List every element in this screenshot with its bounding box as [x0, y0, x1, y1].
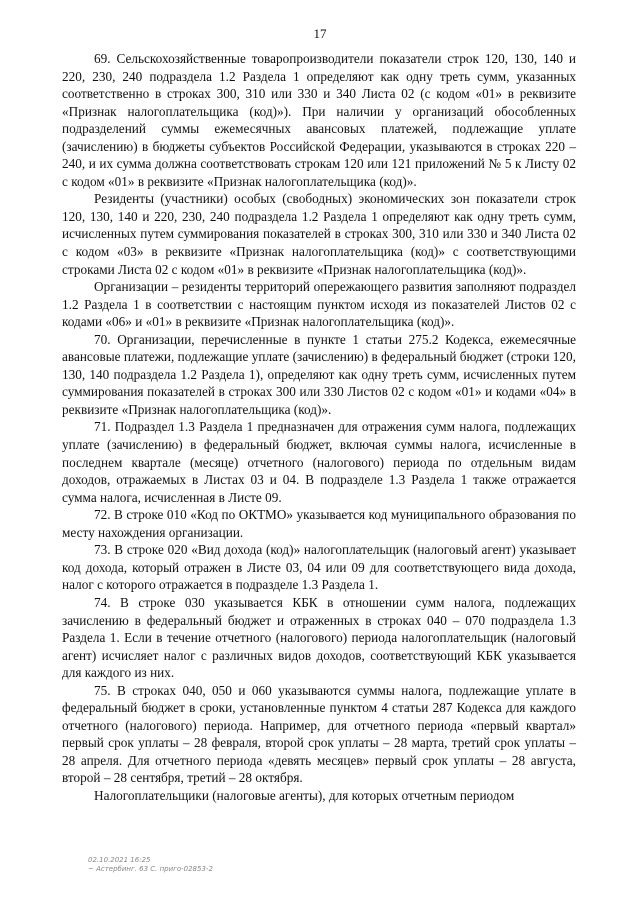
footer-stamp	[88, 856, 213, 874]
paragraph: 70. Организации, перечисленные в пункте 1 статьи 275.2 Кодекса, ежемесячные авансовые платежи, подлежащие уплате (зачислению) в федеральный бюджет (строки 120, 130, 140 подраздела 1.2 Раздела 1), определяют как одну треть сумм, исчисленных путем суммирования показателей в строках 300 или 330 Листов 02 с кодом «01» и кодами «04» в реквизите «Признак налогоплательщика (код)».	[62, 331, 576, 417]
paragraph: 69. Сельскохозяйственные товаропроизводители показатели строк 120, 130, 140 и 220, 230, 240 подраздела 1.2 Раздела 1 определяют как одну треть сумм, указанных соответственно в строках 300, 310 или 330 и 340 Листа 02 (с кодом «01» в реквизите «Признак налогоплательщика (код)»). При наличии у организаций обособленных подразделений суммы ежемесячных авансовых платежей, подлежащие уплате (зачислению) в бюджеты субъектов Российской Федерации, указываются в строках 220 – 240, и их сумма должна соответствовать строкам 120 или 121 приложений № 5 к Листу 02 с кодом «01» в реквизите «Признак налогоплательщика (код)».	[62, 51, 576, 189]
paragraph: 73. В строке 020 «Вид дохода (код)» налогоплательщик (налоговый агент) указывает код дохода, который отражен в Листе 03, 04 или 09 для соответствующего вида дохода, налог с которого отражается в подразделе 1.3 Раздела 1.	[62, 542, 576, 593]
paragraph: 72. В строке 010 «Код по ОКТМО» указывается код муниципального образования по месту нахождения организации.	[62, 507, 576, 540]
paragraph: 71. Подраздел 1.3 Раздела 1 предназначен для отражения сумм налога, подлежащих уплате (зачислению) в федеральный бюджет, включая суммы налога, исчисленные в последнем квартале (месяце) отчетного (налогового) периода по отдельным видам доходов, отражаемых в Листах 03 и 04. В подразделе 1.3 Раздела 1 также отражается сумма налога, исчисленная в Листе 09.	[62, 419, 576, 505]
document-body	[62, 50, 576, 805]
footer-timestamp: 02.10.2021 16:25	[88, 856, 151, 864]
paragraph: 74. В строке 030 указывается КБК в отношении сумм налога, подлежащих зачислению в федеральный бюджет и отраженных в строках 040 – 070 подраздела 1.3 Раздела 1. Если в течение отчетного (налогового) периода налогоплательщик (налоговый агент) исчисляет налог с различных видов доходов, соответствующий КБК указывается для каждого из них.	[62, 594, 576, 681]
paragraph: Налогоплательщики (налоговые агенты), для которых отчетным периодом	[94, 787, 515, 803]
paragraph: 75. В строках 040, 050 и 060 указываются суммы налога, подлежащие уплате в федеральный бюджет в сроки, установленные пунктом 4 статьи 287 Кодекса для каждого отчетного (налогового) периода. Например, для отчетного периода «первый квартал» первый срок уплаты – 28 февраля, второй срок уплаты – 28 марта, третий срок уплаты – 28 апреля. Для отчетного периода «девять месяцев» первый срок уплаты – 28 августа, второй – 28 сентября, третий – 28 октября.	[62, 682, 576, 786]
paragraph: Резиденты (участники) особых (свободных) экономических зон показатели строк 120, 130, 140 и 220, 230, 240 подраздела 1.2 Раздела 1 определяют как одну треть сумм, исчисленных путем суммирования показателей в строках 300, 310 или 330 и 340 Листа 02 с кодом «03» в реквизите «Признак налогоплательщика (код)» с соответствующими строками Листа 02 с кодом «01» в реквизите «Признак налогоплательщика (код)».	[62, 191, 576, 277]
footer-reference: ~ Астербинг. 63 С. приго-02853-2	[88, 865, 213, 873]
page-number: 17	[313, 26, 327, 41]
paragraph: Организации – резиденты территорий опережающего развития заполняют подраздел 1.2 Раздела 1 в соответствии с настоящим пунктом исходя из показателей Листов 02 с кодами «06» и «01» в реквизите «Признак налогоплательщика (код)».	[62, 279, 576, 330]
